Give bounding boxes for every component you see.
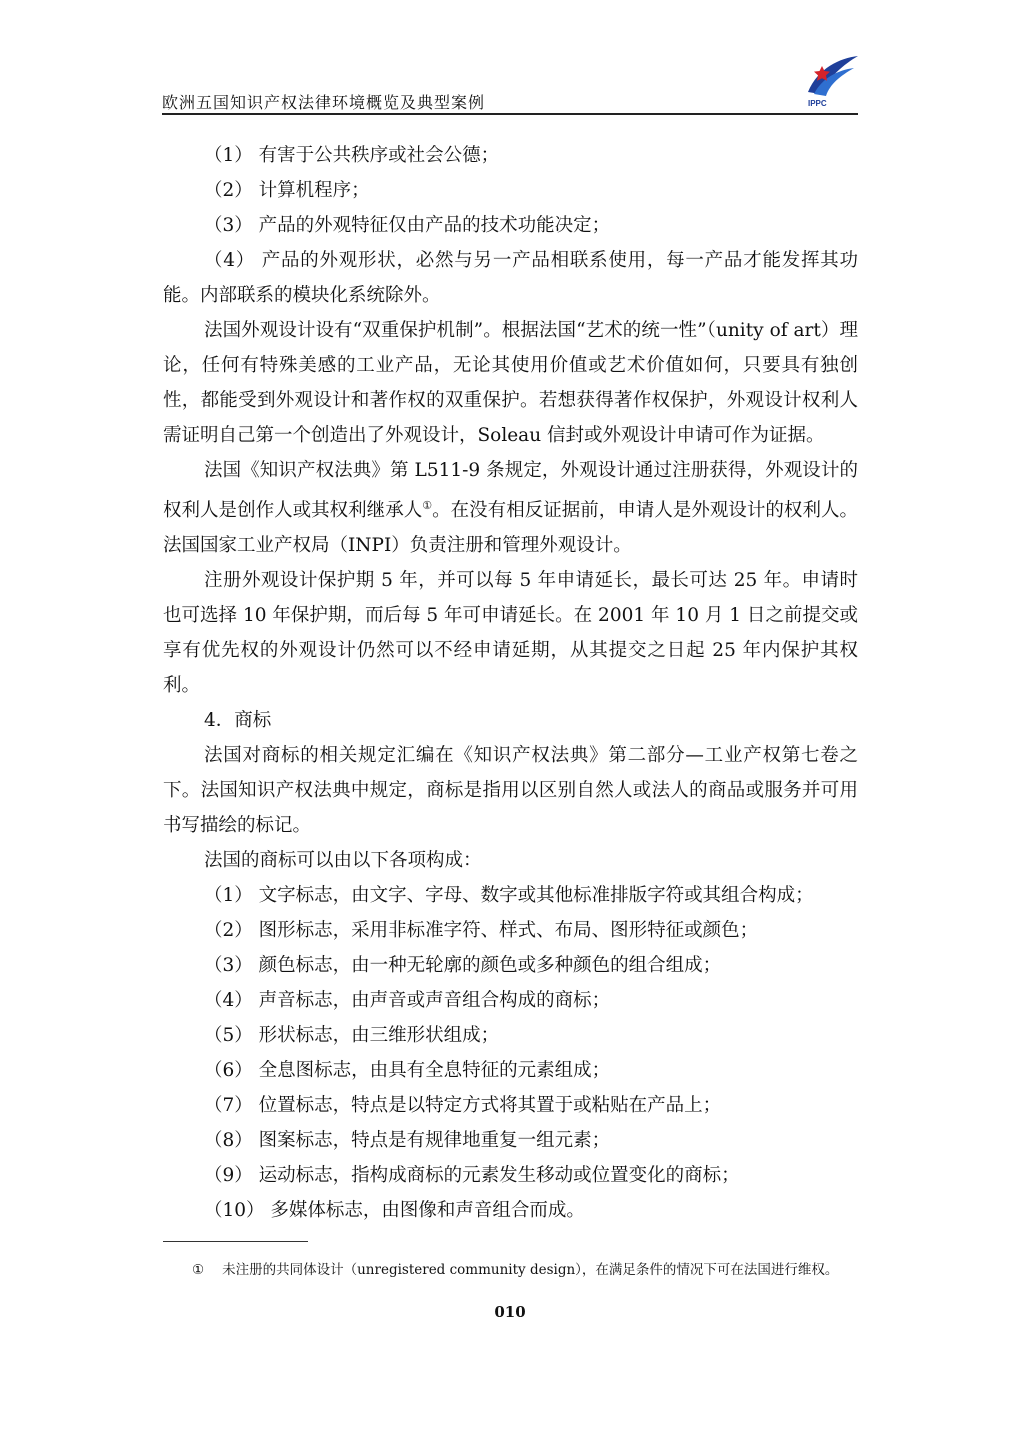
paragraph: （1） 有害于公共秩序或社会公德；	[204, 145, 500, 166]
logo-text: IPPC	[808, 99, 827, 108]
paragraph: 注册外观设计保护期 5 年，并可以每 5 年申请延长，最长可达 25 年。申请时也可选择 10 年保护期，而后每 5 年可申请延长。在 2001 年 10 月 1 日之前提交或享有优先权的外观设计仍然可以不经申请延期，从其提交之日起 25 年内保护其权利。	[163, 570, 858, 697]
list-item: （1） 文字标志，由文字、字母、数字或其他标准排版字符或其组合构成；	[204, 885, 814, 907]
paragraph-text-after: 。在没有相反证据前，申请人是外观设计的权利人。法国国家工业产权局（INPI）负责注册和管理外观设计。	[163, 500, 858, 557]
list-item: （5） 形状标志，由三维形状组成；	[204, 1025, 500, 1047]
section-heading: 4．商标	[204, 710, 272, 732]
paragraph: （3） 产品的外观特征仅由产品的技术功能决定；	[204, 215, 611, 236]
list-item: （10） 多媒体标志，由图像和声音组合而成。	[204, 1200, 585, 1222]
paragraph: 法国的商标可以由以下各项构成：	[204, 850, 482, 872]
footnote	[192, 1258, 862, 1278]
footnote-text: 未注册的共同体设计（unregistered community design），在满足条件的情况下可在法国进行维权。	[222, 1262, 839, 1278]
list-item: （7） 位置标志，特点是以特定方式将其置于或粘贴在产品上；	[204, 1095, 722, 1117]
footnote-divider	[163, 1241, 308, 1242]
list-item: （6） 全息图标志，由具有全息特征的元素组成；	[204, 1060, 611, 1082]
footnote-mark: ①	[192, 1262, 205, 1278]
paragraph: （2） 计算机程序；	[204, 180, 370, 201]
list-item: （4） 声音标志，由声音或声音组合构成的商标；	[204, 990, 611, 1012]
paragraph-with-footnote	[163, 453, 858, 563]
footnote-reference[interactable]: ①	[422, 499, 433, 512]
list-item: （2） 图形标志，采用非标准字符、样式、布局、图形特征或颜色；	[204, 920, 759, 942]
list-item: （9） 运动标志，指构成商标的元素发生移动或位置变化的商标；	[204, 1165, 740, 1187]
paragraph-text: 法国《知识产权法典》第 L511-9 条规定，外观设计通过注册获得，外观设计的权利人是创作人或其权利继承人	[163, 460, 858, 522]
document-body	[163, 138, 858, 1228]
list-item: （8） 图案标志，特点是有规律地重复一组元素；	[204, 1130, 611, 1152]
ippc-logo-icon	[800, 48, 862, 110]
header-title: 欧洲五国知识产权法律环境概览及典型案例	[162, 93, 486, 112]
paragraph: 法国外观设计设有“双重保护机制”。根据法国“艺术的统一性”（unity of art）理论，任何有特殊美感的工业产品，无论其使用价值或艺术价值如何，只要具有独创性，都能受到外观设计和著作权的双重保护。若想获得著作权保护，外观设计权利人需证明自己第一个创造出了外观设计，Soleau 信封或外观设计申请可作为证据。	[163, 320, 858, 446]
header-divider	[162, 113, 858, 115]
list-item: （3） 颜色标志，由一种无轮廓的颜色或多种颜色的组合组成；	[204, 955, 722, 977]
paragraph: （4） 产品的外观形状，必然与另一产品相联系使用，每一产品才能发挥其功能。内部联系的模块化系统除外。	[163, 250, 858, 306]
paragraph: 法国对商标的相关规定汇编在《知识产权法典》第二部分—工业产权第七卷之下。法国知识产权法典中规定，商标是指用以区别自然人或法人的商品或服务并可用书写描绘的标记。	[163, 745, 858, 837]
page-number: 010	[494, 1303, 526, 1321]
